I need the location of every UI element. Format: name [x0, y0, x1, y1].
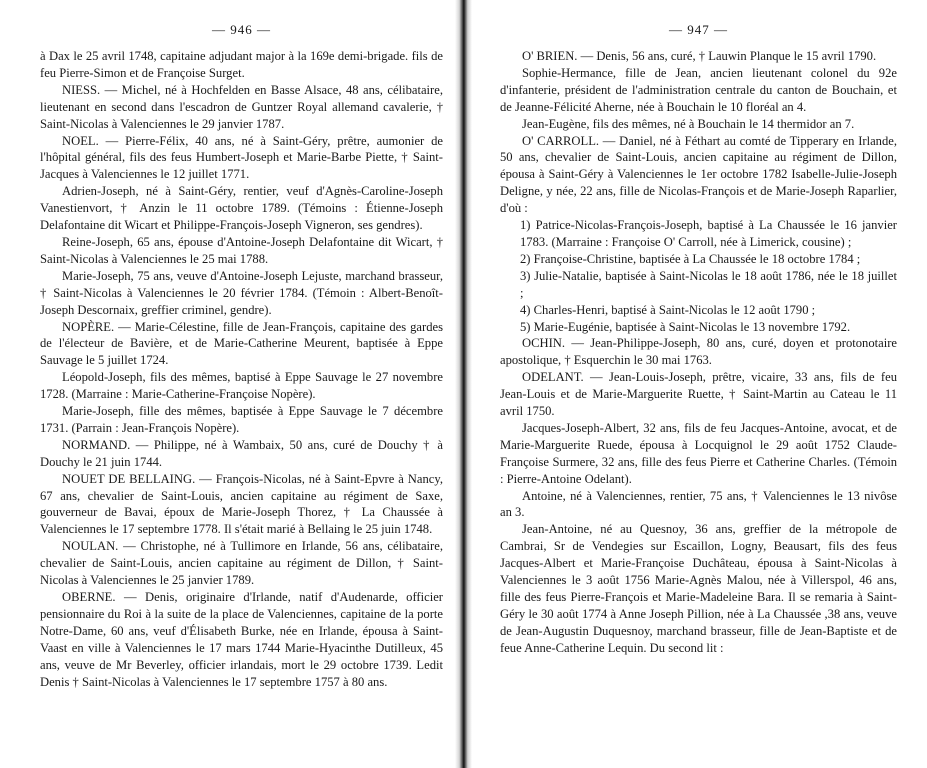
paragraph: OCHIN. — Jean-Philippe-Joseph, 80 ans, curé, doyen et protonotaire apostolique, † Esquerchin le 30 mai 1763.	[500, 336, 897, 368]
paragraph: Jean-Eugène, fils des mêmes, né à Bouchain le 14 thermidor an 7.	[522, 116, 855, 131]
paragraph: Marie-Joseph, fille des mêmes, baptisée à Eppe Sauvage le 7 décembre 1731. (Parrain : Jean-François Nopère).	[40, 404, 443, 435]
list-item: 4) Charles-Henri, baptisé à Saint-Nicolas le 12 août 1790 ;	[520, 302, 816, 317]
paragraph: NOPÈRE. — Marie-Célestine, fille de Jean-François, capitaine des gardes de l'électeur de Bavière, et de Marie-Catherine Meurent, baptisée à Eppe Sauvage le 5 juillet 1724.	[40, 319, 443, 368]
paragraph: Adrien-Joseph, né à Saint-Géry, rentier, veuf d'Agnès-Caroline-Joseph Vanestienvort, † Anzin le 11 octobre 1789. (Témoins : Étienne-Joseph Delafontaine dit Wicart et Philippe-François-Joseph Vigneron, ses gendres).	[40, 184, 443, 233]
paragraph: Jacques-Joseph-Albert, 32 ans, fils de feu Jacques-Antoine, avocat, et de Marie-Marguerite Ruede, épousa à Locquignol le 29 août 1752 Claude-Françoise Surmere, 32 ans, fille des feus Pierre et Catherine Charles. (Témoin : Pierre-Antoine Odelant).	[500, 420, 897, 486]
children-list	[500, 217, 897, 335]
paragraph: OBERNE. — Denis, originaire d'Irlande, natif d'Audenarde, officier pensionnaire du Roi à la suite de la place de Valenciennes, capitaine de la porte Notre-Dame, 60 ans, veuf d'Élisabeth Burke, née en Irlande, épousa à Saint-Vaast en ville à Valenciennes le 17 mars 1744 Marie-Hyacinthe Dutilleux, 45 ans, veuve de Mr Beverley, officier irlandais, mort le 29 octobre 1739. Ledit Denis † Saint-Nicolas à Valenciennes le 17 septembre 1757 à 80 ans.	[40, 590, 443, 689]
list-item: 3) Julie-Natalie, baptisée à Saint-Nicolas le 18 août 1786, née le 18 juillet ;	[520, 268, 897, 300]
paragraph: Sophie-Hermance, fille de Jean, ancien lieutenant colonel du 92e d'infanterie, président de l'administration centrale du canton de Bouchain, et de Jeanne-Félicité Aherne, née à Bouchain le 10 floréal an 4.	[500, 65, 897, 114]
list-item: 2) Françoise-Christine, baptisée à La Chaussée le 18 octobre 1784 ;	[520, 251, 861, 266]
paragraph: NOULAN. — Christophe, né à Tullimore en Irlande, 56 ans, célibataire, chevalier de Saint-Louis, ancien capitaine au régiment de Dillon, † Saint-Nicolas à Valenciennes le 25 janvier 1789.	[40, 539, 443, 588]
paragraph: Marie-Joseph, 75 ans, veuve d'Antoine-Joseph Lejuste, marchand brasseur, † Saint-Nicolas à Valenciennes le 20 février 1784. (Témoin : Albert-Benoît-Joseph Descornaix, greffier criminel, gendre).	[40, 268, 443, 317]
page-number: — 947 —	[669, 22, 728, 37]
paragraph: O' BRIEN. — Denis, 56 ans, curé, † Lauwin Planque le 15 avril 1790.	[522, 49, 877, 63]
book-gutter	[455, 0, 472, 768]
page-946	[0, 0, 455, 768]
paragraph: NOUET DE BELLAING. — François-Nicolas, né à Saint-Epvre à Nancy, 67 ans, chevalier de Saint-Louis, ancien capitaine au régiment de Saxe, gouverneur de Bavai, époux de Marie-Joseph Thorez, † La Chaussée à Valenciennes le 17 septembre 1778. Il s'était marié à Bellaing le 25 juin 1748.	[40, 471, 443, 537]
list-item: 5) Marie-Eugénie, baptisée à Saint-Nicolas le 13 novembre 1792.	[520, 319, 851, 334]
list-item: 1) Patrice-Nicolas-François-Joseph, baptisé à La Chaussée le 16 janvier 1783. (Marraine : Françoise O' Carroll, née à Limerick, cousine) ;	[520, 218, 897, 249]
paragraph: à Dax le 25 avril 1748, capitaine adjudant major à la 169e demi-brigade. fils de feu Pierre-Simon et de Françoise Surget.	[40, 49, 443, 80]
page-text	[500, 48, 897, 657]
page-number: — 946 —	[212, 22, 271, 37]
paragraph: Antoine, né à Valenciennes, rentier, 75 ans, † Valenciennes le 13 nivôse an 3.	[500, 488, 897, 520]
paragraph: O' CARROLL. — Daniel, né à Féthart au comté de Tipperary en Irlande, 50 ans, chevalier de Saint-Louis, ancien capitaine au régiment de Dillon, épousa à Saint-Géry à Valenciennes le 1er octobre 1782 Isabelle-Julie-Joseph Deligne, y née, 22 ans, fille de Nicolas-François et de Marie-Joseph Raparlier, d'où :	[500, 133, 897, 216]
page-text	[40, 48, 443, 690]
paragraph: Léopold-Joseph, fils des mêmes, baptisé à Eppe Sauvage le 27 novembre 1728. (Marraine : Marie-Catherine-Françoise Nopère).	[40, 370, 443, 402]
paragraph: ODELANT. — Jean-Louis-Joseph, prêtre, vicaire, 33 ans, fils de feu Jean-Louis et de Marie-Marguerite Ruette, † Saint-Martin au Cateau le 11 avril 1750.	[500, 370, 897, 419]
page-947	[472, 0, 927, 768]
paragraph: NOEL. — Pierre-Félix, 40 ans, né à Saint-Géry, prêtre, aumonier de l'hôpital général, fils des feus Humbert-Joseph et Marie-Barbe Piette, † Saint-Jacques à Valenciennes le 12 juillet 1771.	[40, 133, 443, 182]
paragraph: Jean-Antoine, né au Quesnoy, 36 ans, greffier de la métropole de Cambrai, Sr de Vendegies sur Escaillon, Logny, Beausart, fils des feus Jacques-Albert et Marie-Françoise Duchâteau, épousa à Saint-Nicolas à Valenciennes le 3 août 1756 Marie-Agnès Malou, née à Villerspol, 46 ans, fille des feus Pierre-François et Marie-Madeleine Bara. Il se remaria à Saint-Géry le 30 août 1774 à Anne Joseph Pillion, née à La Chaussée ,38 ans, veuve de Jean-Augustin Duquesnoy, marchand brasseur, fille de Jean-Baptiste et de feue Anne-Catherine Lequin. Du second lit :	[500, 522, 897, 655]
paragraph: NORMAND. — Philippe, né à Wambaix, 50 ans, curé de Douchy † à Douchy le 21 juin 1744.	[40, 437, 443, 469]
paragraph: NIESS. — Michel, né à Hochfelden en Basse Alsace, 48 ans, célibataire, lieutenant en second dans l'escadron de Guntzer Royal allemand cavalerie, † Saint-Nicolas à Valenciennes le 29 janvier 1787.	[40, 82, 443, 131]
paragraph: Reine-Joseph, 65 ans, épouse d'Antoine-Joseph Delafontaine dit Wicart, † Saint-Nicolas à Valenciennes le 25 mai 1788.	[40, 234, 443, 266]
